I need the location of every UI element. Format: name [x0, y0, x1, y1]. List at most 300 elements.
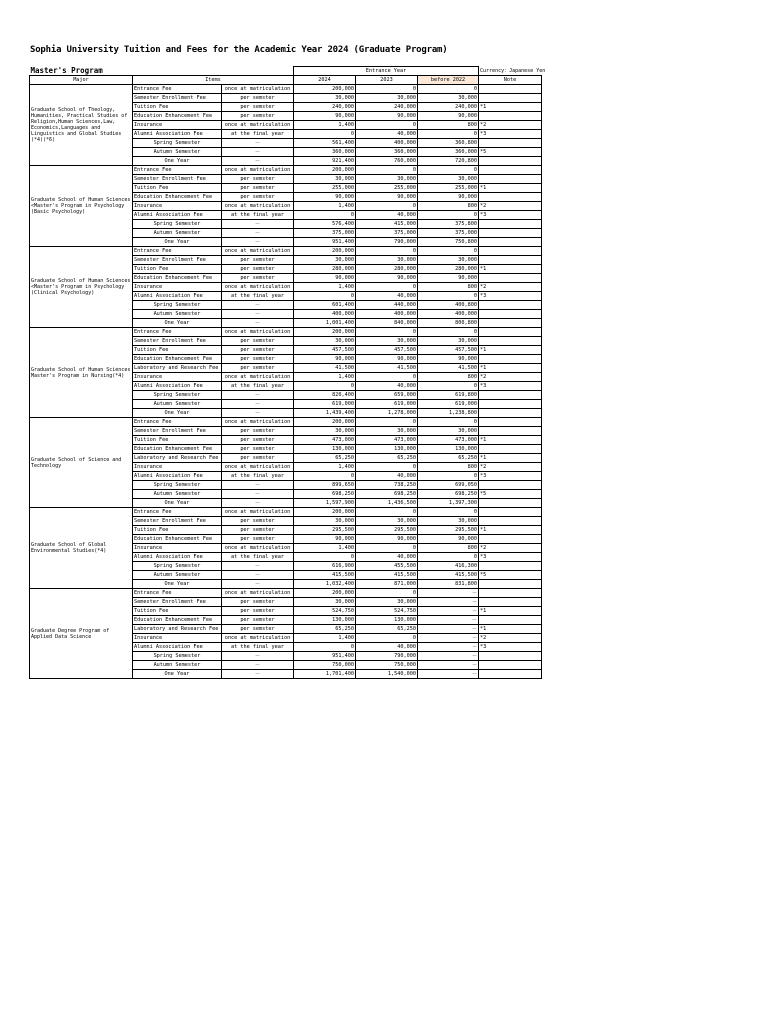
unit-cell: per semster: [222, 445, 294, 454]
fee-2023-cell: 415,500: [356, 571, 418, 580]
fee-2023-cell: 40,000: [356, 130, 418, 139]
fee-before-2022-cell: 90,000: [418, 112, 479, 121]
note-cell: *1: [479, 103, 542, 112]
fee-2023-cell: 30,000: [356, 517, 418, 526]
fee-2024-cell: 415,500: [294, 571, 356, 580]
fee-2023-cell: 0: [356, 85, 418, 94]
fee-2023-cell: 619,000: [356, 400, 418, 409]
note-cell: [479, 499, 542, 508]
unit-cell: once at matriculation: [222, 121, 294, 130]
fee-before-2022-cell: 800: [418, 283, 479, 292]
major-header: Major: [30, 76, 133, 85]
item-cell: Insurance: [133, 202, 222, 211]
note-cell: *1: [479, 436, 542, 445]
fee-2024-cell: 1,400: [294, 283, 356, 292]
unit-cell: －: [222, 481, 294, 490]
unit-cell: per semster: [222, 607, 294, 616]
fee-2024-cell: 130,000: [294, 616, 356, 625]
fee-2023-cell: 90,000: [356, 274, 418, 283]
item-cell: Entrance Fee: [133, 166, 222, 175]
unit-cell: －: [222, 139, 294, 148]
fee-before-2022-cell: 0: [418, 328, 479, 337]
note-cell: *1: [479, 346, 542, 355]
fee-before-2022-cell: 415,500: [418, 571, 479, 580]
note-cell: [479, 337, 542, 346]
fee-2024-cell: 601,400: [294, 301, 356, 310]
fee-2024-cell: 30,000: [294, 517, 356, 526]
item-cell: Entrance Fee: [133, 589, 222, 598]
section-title: Master's Program: [30, 66, 103, 75]
fee-before-2022-cell: 90,000: [418, 274, 479, 283]
item-cell: Autumn Semester: [133, 400, 222, 409]
item-cell: Autumn Semester: [133, 229, 222, 238]
unit-cell: per semster: [222, 454, 294, 463]
fee-2024-cell: 200,000: [294, 166, 356, 175]
fee-2023-cell: 790,000: [356, 238, 418, 247]
fee-before-2022-cell: 0: [418, 130, 479, 139]
note-cell: *1: [479, 526, 542, 535]
note-cell: [479, 229, 542, 238]
note-cell: *3: [479, 292, 542, 301]
unit-cell: －: [222, 400, 294, 409]
note-cell: [479, 427, 542, 436]
fee-before-2022-cell: 750,800: [418, 238, 479, 247]
fee-2024-cell: 576,400: [294, 220, 356, 229]
fee-2024-cell: 1,439,400: [294, 409, 356, 418]
fee-2023-cell: 40,000: [356, 472, 418, 481]
fee-2023-cell: 40,000: [356, 211, 418, 220]
item-cell: One Year: [133, 580, 222, 589]
fee-2024-cell: 616,900: [294, 562, 356, 571]
major-cell: Graduate Degree Program of Applied Data Science: [30, 589, 133, 679]
unit-cell: per semster: [222, 193, 294, 202]
note-cell: *3: [479, 382, 542, 391]
fee-before-2022-cell: 65,250: [418, 454, 479, 463]
fee-2023-cell: 455,500: [356, 562, 418, 571]
fee-before-2022-cell: 375,000: [418, 229, 479, 238]
unit-cell: once at matriculation: [222, 463, 294, 472]
note-cell: *2: [479, 202, 542, 211]
note-cell: *1: [479, 184, 542, 193]
fee-before-2022-cell: －: [418, 634, 479, 643]
fee-before-2022-cell: 240,000: [418, 103, 479, 112]
fee-2023-cell: 0: [356, 166, 418, 175]
unit-cell: at the final year: [222, 130, 294, 139]
unit-cell: －: [222, 562, 294, 571]
fee-2023-cell: 295,500: [356, 526, 418, 535]
entrance-year-header: Entrance Year: [294, 67, 479, 76]
fee-2024-cell: 280,000: [294, 265, 356, 274]
item-cell: Semester Enrollment Fee: [133, 517, 222, 526]
unit-cell: once at matriculation: [222, 247, 294, 256]
item-cell: Entrance Fee: [133, 247, 222, 256]
item-cell: Education Enhancement Fee: [133, 355, 222, 364]
fee-2024-cell: 360,000: [294, 148, 356, 157]
fee-2023-cell: 0: [356, 121, 418, 130]
unit-cell: once at matriculation: [222, 508, 294, 517]
fee-2023-cell: 840,000: [356, 319, 418, 328]
note-cell: [479, 481, 542, 490]
unit-cell: at the final year: [222, 292, 294, 301]
note-cell: *2: [479, 373, 542, 382]
fee-2024-cell: 0: [294, 292, 356, 301]
item-cell: Insurance: [133, 283, 222, 292]
fee-2023-cell: 457,500: [356, 346, 418, 355]
items-header: Items: [133, 76, 294, 85]
table-row: [30, 508, 542, 517]
fee-2024-cell: 1,032,400: [294, 580, 356, 589]
unit-cell: at the final year: [222, 211, 294, 220]
before-2022-header: before 2022: [418, 76, 479, 85]
table-row: [30, 418, 542, 427]
fee-2024-cell: 1,400: [294, 544, 356, 553]
fee-2023-cell: 473,000: [356, 436, 418, 445]
unit-cell: per semster: [222, 265, 294, 274]
fee-before-2022-cell: 255,000: [418, 184, 479, 193]
unit-cell: at the final year: [222, 643, 294, 652]
fee-2023-cell: 40,000: [356, 643, 418, 652]
fee-2023-cell: 0: [356, 418, 418, 427]
fee-before-2022-cell: 0: [418, 508, 479, 517]
note-cell: [479, 445, 542, 454]
note-header: Note: [479, 76, 542, 85]
fee-before-2022-cell: 800: [418, 373, 479, 382]
item-cell: Spring Semester: [133, 301, 222, 310]
fee-2024-cell: 561,400: [294, 139, 356, 148]
fee-before-2022-cell: 800: [418, 463, 479, 472]
fee-before-2022-cell: －: [418, 589, 479, 598]
item-cell: Entrance Fee: [133, 418, 222, 427]
fee-before-2022-cell: 0: [418, 382, 479, 391]
item-cell: Entrance Fee: [133, 85, 222, 94]
note-cell: [479, 589, 542, 598]
unit-cell: －: [222, 652, 294, 661]
unit-cell: －: [222, 229, 294, 238]
fee-2024-cell: 1,001,400: [294, 319, 356, 328]
fee-2024-cell: 200,000: [294, 418, 356, 427]
fee-2023-cell: 130,000: [356, 616, 418, 625]
fee-before-2022-cell: 1,238,800: [418, 409, 479, 418]
fee-before-2022-cell: －: [418, 643, 479, 652]
fee-2024-cell: 899,650: [294, 481, 356, 490]
note-cell: [479, 400, 542, 409]
fee-before-2022-cell: 699,050: [418, 481, 479, 490]
item-cell: Alumni Association Fee: [133, 130, 222, 139]
fee-2024-cell: 951,400: [294, 238, 356, 247]
fee-2024-cell: 1,400: [294, 121, 356, 130]
unit-cell: －: [222, 148, 294, 157]
note-cell: [479, 247, 542, 256]
item-cell: Spring Semester: [133, 391, 222, 400]
item-cell: Education Enhancement Fee: [133, 616, 222, 625]
fee-before-2022-cell: 0: [418, 211, 479, 220]
fee-2024-cell: 130,000: [294, 445, 356, 454]
unit-cell: per semster: [222, 274, 294, 283]
table-row: [30, 85, 542, 94]
fee-2023-cell: 0: [356, 589, 418, 598]
fee-before-2022-cell: 619,000: [418, 400, 479, 409]
fee-2024-cell: 30,000: [294, 256, 356, 265]
fee-2023-cell: 90,000: [356, 193, 418, 202]
fee-2023-cell: 40,000: [356, 553, 418, 562]
unit-cell: at the final year: [222, 382, 294, 391]
note-cell: [479, 670, 542, 679]
fee-2023-cell: 0: [356, 283, 418, 292]
unit-cell: －: [222, 157, 294, 166]
fee-2024-cell: 30,000: [294, 94, 356, 103]
fee-before-2022-cell: 457,500: [418, 346, 479, 355]
fee-before-2022-cell: 90,000: [418, 355, 479, 364]
unit-cell: per semster: [222, 598, 294, 607]
fee-2024-cell: 0: [294, 382, 356, 391]
unit-cell: －: [222, 571, 294, 580]
fee-2023-cell: 30,000: [356, 427, 418, 436]
fee-before-2022-cell: 0: [418, 85, 479, 94]
fee-2023-cell: 30,000: [356, 598, 418, 607]
fee-2023-cell: 30,000: [356, 175, 418, 184]
note-cell: [479, 328, 542, 337]
fee-before-2022-cell: 360,000: [418, 148, 479, 157]
fee-2023-cell: 41,500: [356, 364, 418, 373]
fee-2023-cell: 415,000: [356, 220, 418, 229]
unit-cell: once at matriculation: [222, 283, 294, 292]
fee-2024-cell: 457,500: [294, 346, 356, 355]
fee-before-2022-cell: 800: [418, 544, 479, 553]
note-cell: *2: [479, 544, 542, 553]
item-cell: Insurance: [133, 121, 222, 130]
fee-2023-cell: 1,436,500: [356, 499, 418, 508]
unit-cell: once at matriculation: [222, 202, 294, 211]
unit-cell: once at matriculation: [222, 85, 294, 94]
note-cell: *1: [479, 364, 542, 373]
fee-before-2022-cell: －: [418, 625, 479, 634]
unit-cell: －: [222, 301, 294, 310]
fee-2024-cell: 375,000: [294, 229, 356, 238]
item-cell: Autumn Semester: [133, 661, 222, 670]
fee-before-2022-cell: 1,397,300: [418, 499, 479, 508]
fee-2024-cell: 200,000: [294, 589, 356, 598]
fee-2024-cell: 524,750: [294, 607, 356, 616]
note-cell: *1: [479, 625, 542, 634]
item-cell: Alumni Association Fee: [133, 472, 222, 481]
note-cell: [479, 562, 542, 571]
fee-before-2022-cell: 41,500: [418, 364, 479, 373]
item-cell: Semester Enrollment Fee: [133, 94, 222, 103]
fee-table: [29, 66, 546, 679]
fee-before-2022-cell: 720,800: [418, 157, 479, 166]
fee-before-2022-cell: 473,000: [418, 436, 479, 445]
unit-cell: once at matriculation: [222, 544, 294, 553]
fee-2023-cell: 0: [356, 373, 418, 382]
item-cell: Semester Enrollment Fee: [133, 256, 222, 265]
item-cell: Tuition Fee: [133, 607, 222, 616]
fee-2024-cell: 400,000: [294, 310, 356, 319]
note-cell: *2: [479, 283, 542, 292]
fee-2023-cell: 30,000: [356, 256, 418, 265]
fee-2023-cell: 65,250: [356, 454, 418, 463]
fee-2023-cell: 0: [356, 202, 418, 211]
unit-cell: －: [222, 580, 294, 589]
item-cell: One Year: [133, 499, 222, 508]
note-cell: [479, 652, 542, 661]
note-cell: [479, 175, 542, 184]
fee-before-2022-cell: 130,000: [418, 445, 479, 454]
fee-2024-cell: 0: [294, 643, 356, 652]
fee-2023-cell: 524,750: [356, 607, 418, 616]
unit-cell: once at matriculation: [222, 373, 294, 382]
section-title-cell: [30, 67, 222, 76]
unit-cell: －: [222, 409, 294, 418]
fee-2023-cell: 760,000: [356, 157, 418, 166]
fee-2024-cell: 200,000: [294, 508, 356, 517]
fee-2023-cell: 30,000: [356, 337, 418, 346]
fee-2023-cell: 65,250: [356, 625, 418, 634]
item-cell: Tuition Fee: [133, 265, 222, 274]
note-cell: [479, 274, 542, 283]
unit-cell: per semster: [222, 364, 294, 373]
note-cell: *3: [479, 130, 542, 139]
fee-before-2022-cell: 400,800: [418, 301, 479, 310]
item-cell: Education Enhancement Fee: [133, 193, 222, 202]
unit-cell: per semster: [222, 103, 294, 112]
item-cell: Education Enhancement Fee: [133, 535, 222, 544]
item-cell: Spring Semester: [133, 481, 222, 490]
fee-2024-cell: 90,000: [294, 274, 356, 283]
fee-2024-cell: 200,000: [294, 247, 356, 256]
item-cell: Autumn Semester: [133, 148, 222, 157]
fee-2023-cell: 90,000: [356, 535, 418, 544]
note-cell: *3: [479, 553, 542, 562]
fee-before-2022-cell: 30,000: [418, 427, 479, 436]
note-cell: *3: [479, 643, 542, 652]
major-cell: Graduate School of Theology, Humanities, Practical Studies of Religion,Human Sciences,Law, Economics,Languages and Linguistics and Global Studies (*4)(*6): [30, 85, 133, 166]
fee-2024-cell: 750,000: [294, 661, 356, 670]
note-cell: [479, 535, 542, 544]
item-cell: Tuition Fee: [133, 526, 222, 535]
fee-2023-cell: 790,000: [356, 652, 418, 661]
unit-cell: once at matriculation: [222, 589, 294, 598]
fee-before-2022-cell: 295,500: [418, 526, 479, 535]
unit-cell: －: [222, 490, 294, 499]
unit-cell: per semster: [222, 256, 294, 265]
item-cell: One Year: [133, 670, 222, 679]
note-cell: [479, 85, 542, 94]
note-cell: [479, 355, 542, 364]
major-cell: Graduate School of Human Sciences Master's Program in Nursing(*4): [30, 328, 133, 418]
note-cell: *5: [479, 571, 542, 580]
fee-2024-cell: 0: [294, 211, 356, 220]
fee-before-2022-cell: －: [418, 598, 479, 607]
fee-before-2022-cell: 416,300: [418, 562, 479, 571]
unit-cell: －: [222, 220, 294, 229]
fee-2023-cell: 871,000: [356, 580, 418, 589]
table-row: [30, 247, 542, 256]
item-cell: Semester Enrollment Fee: [133, 175, 222, 184]
fee-before-2022-cell: 0: [418, 472, 479, 481]
major-cell: Graduate School of Global Environmental Studies(*4): [30, 508, 133, 589]
item-cell: Semester Enrollment Fee: [133, 598, 222, 607]
item-cell: Tuition Fee: [133, 346, 222, 355]
fee-2023-cell: 698,250: [356, 490, 418, 499]
fee-2023-cell: 30,000: [356, 94, 418, 103]
unit-cell: per semster: [222, 616, 294, 625]
fee-2023-cell: 659,000: [356, 391, 418, 400]
fee-before-2022-cell: 30,000: [418, 337, 479, 346]
item-cell: Semester Enrollment Fee: [133, 337, 222, 346]
item-cell: Laboratory and Research Fee: [133, 364, 222, 373]
fee-2024-cell: 255,000: [294, 184, 356, 193]
fee-before-2022-cell: 375,800: [418, 220, 479, 229]
note-cell: *3: [479, 211, 542, 220]
unit-cell: per semster: [222, 517, 294, 526]
note-cell: *3: [479, 472, 542, 481]
fee-before-2022-cell: 90,000: [418, 535, 479, 544]
note-cell: [479, 310, 542, 319]
note-cell: [479, 112, 542, 121]
fee-2024-cell: 820,400: [294, 391, 356, 400]
fee-before-2022-cell: 360,800: [418, 139, 479, 148]
table-row: [30, 589, 542, 598]
fee-2023-cell: 1,540,000: [356, 670, 418, 679]
fee-2023-cell: 0: [356, 544, 418, 553]
unit-cell: －: [222, 238, 294, 247]
fee-2024-cell: 30,000: [294, 337, 356, 346]
fee-2024-cell: 473,000: [294, 436, 356, 445]
note-cell: [479, 508, 542, 517]
currency-label: Currency：Japanese Yen: [480, 67, 546, 74]
major-cell: Graduate School of Human Sciences <Master's Program in Psychology (Basic Psychology): [30, 166, 133, 247]
unit-cell: once at matriculation: [222, 328, 294, 337]
item-cell: Spring Semester: [133, 220, 222, 229]
unit-cell: once at matriculation: [222, 418, 294, 427]
fee-2023-cell: 40,000: [356, 292, 418, 301]
item-cell: Laboratory and Research Fee: [133, 625, 222, 634]
unit-cell: per semster: [222, 427, 294, 436]
fee-before-2022-cell: 30,000: [418, 256, 479, 265]
note-cell: *2: [479, 634, 542, 643]
fee-2023-cell: 0: [356, 247, 418, 256]
fee-before-2022-cell: 0: [418, 166, 479, 175]
fee-2024-cell: 90,000: [294, 193, 356, 202]
note-cell: [479, 319, 542, 328]
fee-2023-cell: 400,000: [356, 310, 418, 319]
item-cell: Alumni Association Fee: [133, 553, 222, 562]
fee-2024-cell: 65,250: [294, 625, 356, 634]
fee-2023-cell: 0: [356, 634, 418, 643]
fee-2024-cell: 698,250: [294, 490, 356, 499]
fee-2024-cell: 41,500: [294, 364, 356, 373]
fee-2024-cell: 240,000: [294, 103, 356, 112]
note-cell: [479, 139, 542, 148]
fee-2024-cell: 30,000: [294, 598, 356, 607]
note-cell: *2: [479, 121, 542, 130]
fee-2024-cell: 65,250: [294, 454, 356, 463]
unit-cell: －: [222, 391, 294, 400]
item-cell: Alumni Association Fee: [133, 211, 222, 220]
unit-cell: －: [222, 499, 294, 508]
item-cell: Spring Semester: [133, 139, 222, 148]
fee-2024-cell: 0: [294, 130, 356, 139]
unit-cell: at the final year: [222, 472, 294, 481]
fee-before-2022-cell: －: [418, 616, 479, 625]
unit-cell: －: [222, 310, 294, 319]
fee-before-2022-cell: －: [418, 670, 479, 679]
fee-before-2022-cell: 831,800: [418, 580, 479, 589]
fee-2023-cell: 240,000: [356, 103, 418, 112]
fee-2024-cell: 1,400: [294, 373, 356, 382]
item-cell: Spring Semester: [133, 652, 222, 661]
item-cell: Alumni Association Fee: [133, 643, 222, 652]
